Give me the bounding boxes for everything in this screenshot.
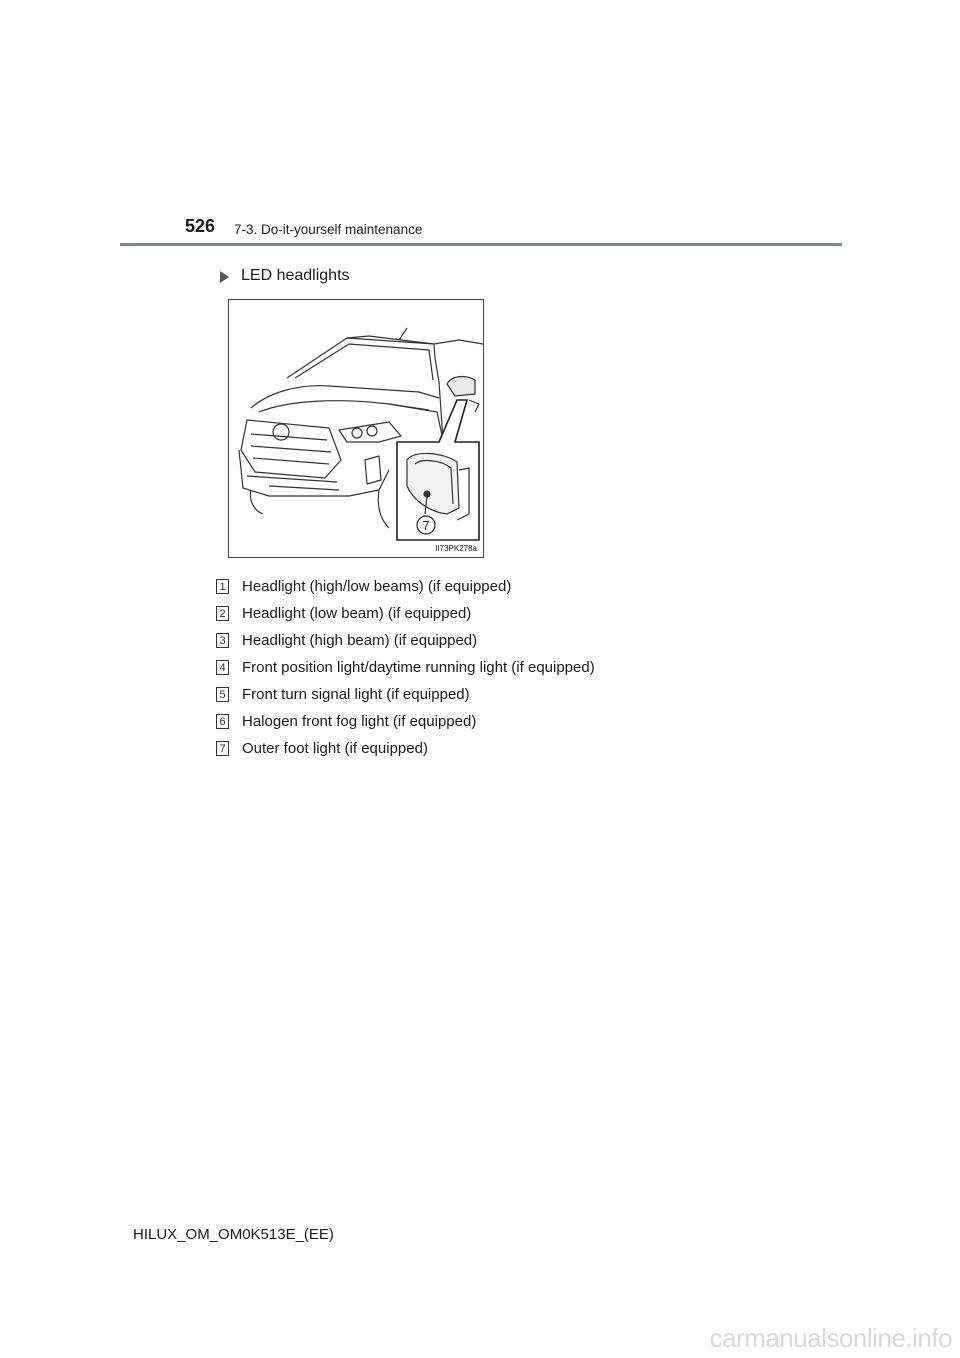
legend-item — [216, 627, 595, 654]
legend-number-box: 6 — [216, 714, 229, 729]
legend-item — [216, 573, 595, 600]
legend-text: Headlight (high/low beams) (if equipped) — [242, 578, 512, 595]
subheading-text: LED headlights — [241, 267, 350, 284]
legend-text: Front turn signal light (if equipped) — [242, 686, 470, 703]
legend-text: Outer foot light (if equipped) — [242, 740, 428, 757]
legend-number-box: 7 — [216, 741, 229, 756]
legend-number-box: 3 — [216, 633, 229, 648]
section-title: 7-3. Do-it-yourself maintenance — [234, 222, 423, 237]
header-rule — [120, 243, 842, 246]
document-footer: HILUX_OM_OM0K513E_(EE) — [133, 1226, 334, 1243]
legend-number-box: 2 — [216, 606, 229, 621]
figure-code: II73PK278a — [435, 544, 477, 553]
callout-7 — [417, 516, 435, 534]
legend-text: Front position light/daytime running light (if equipped) — [242, 659, 595, 676]
legend-number-box: 4 — [216, 660, 229, 675]
legend-number-box: 5 — [216, 687, 229, 702]
legend-text: Halogen front fog light (if equipped) — [242, 713, 477, 730]
truck-line-drawing — [229, 300, 484, 558]
legend-item — [216, 681, 595, 708]
page-number: 526 — [185, 216, 216, 236]
triangle-bullet-icon — [220, 271, 229, 283]
legend-list — [216, 573, 595, 762]
legend-number-box: 1 — [216, 579, 229, 594]
callout-number: 7 — [422, 518, 430, 533]
watermark: carmanualsonline.info — [709, 1323, 952, 1353]
legend-text: Headlight (low beam) (if equipped) — [242, 605, 472, 622]
subheading — [220, 267, 350, 285]
vehicle-illustration — [228, 299, 484, 558]
legend-item — [216, 735, 595, 762]
legend-text: Headlight (high beam) (if equipped) — [242, 632, 478, 649]
legend-item — [216, 708, 595, 735]
legend-item — [216, 600, 595, 627]
legend-item — [216, 654, 595, 681]
